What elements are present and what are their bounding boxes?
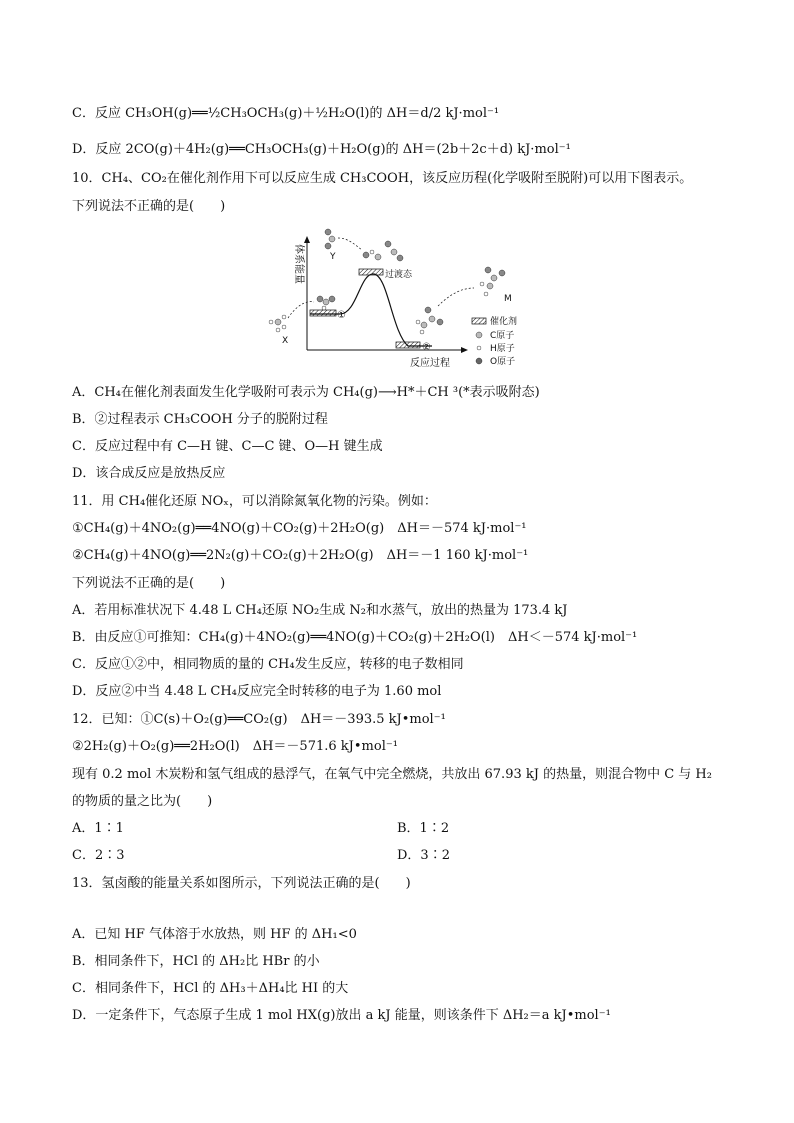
legend-h-atom: H原子 [490, 344, 515, 354]
q12-body: 现有 0.2 mol 木炭粉和氢气组成的悬浮气，在氧气中完全燃烧，共放出 67.93 kJ 的热量，则混合物中 C 与 H₂ [72, 767, 712, 782]
q10-option-a: A．CH₄在催化剂表面发生化学吸附可表示为 CH₄(g)⟶H*＋CH ³(*表示吸附态) [72, 385, 540, 400]
label-x: X [282, 336, 289, 346]
q11-option-c: C．反应①②中，相同物质的量的 CH₄发生反应，转移的电子数相同 [72, 657, 464, 672]
q9-option-c: C．反应 CH₃OH(g)══½CH₃OCH₃(g)＋½H₂O(l)的 ΔH＝d/2 kJ·mol⁻¹ [72, 106, 500, 121]
step-1-label: ① [337, 310, 346, 321]
legend-o-atom-swatch [476, 358, 482, 364]
legend-o-atom: O原子 [490, 357, 516, 367]
x-axis-label: 反应过程 [410, 358, 450, 369]
q11-option-a: A．若用标准状况下 4.48 L CH₄还原 NO₂生成 N₂和水蒸气，放出的热量为 173.4 kJ [72, 603, 568, 618]
q9-option-d: D．反应 2CO(g)＋4H₂(g)══CH₃OCH₃(g)＋H₂O(g)的 ΔH＝(2b＋2c＋d) kJ·mol⁻¹ [72, 142, 571, 157]
q12-option-d: D．3∶2 [397, 848, 450, 863]
q12-option-a: A．1∶1 [72, 821, 124, 836]
q12-stem: 12．已知：①C(s)＋O₂(g)══CO₂(g) ΔH＝－393.5 kJ•mol⁻¹ [72, 712, 446, 727]
molecule-m [480, 267, 505, 296]
step-2-label: ② [422, 342, 431, 353]
catalyst-block-2 [396, 342, 420, 348]
q11-stem: 11．用 CH₄催化还原 NOₓ，可以消除氮氧化物的污染。例如： [72, 494, 437, 509]
q12-option-c: C．2∶3 [72, 848, 125, 863]
q10-option-b: B．②过程表示 CH₃COOH 分子的脱附过程 [72, 412, 328, 427]
arrow-m [438, 288, 474, 306]
molecule-adsorbed-1 [317, 296, 335, 310]
q12-option-b: B．1∶2 [397, 821, 450, 836]
legend-h-atom-swatch [477, 346, 481, 350]
molecule-ts [363, 241, 403, 261]
q13-option-b: B．相同条件下，HCl 的 ΔH₂比 HBr 的小 [72, 954, 320, 969]
legend-catalyst-swatch [472, 318, 486, 324]
arrow-y [338, 238, 362, 250]
reaction-energy-diagram [262, 222, 542, 372]
q13-option-d: D．一定条件下，气态原子生成 1 mol HX(g)放出 a kJ 能量，则该条件下 ΔH₂＝a kJ•mol⁻¹ [72, 1008, 611, 1023]
y-axis-arrow [304, 236, 310, 243]
legend-catalyst: 催化剂 [490, 317, 518, 327]
legend-c-atom-swatch [476, 332, 482, 338]
q10-stem: 10．CH₄、CO₂在催化剂作用下可以反应生成 CH₃COOH，该反应历程(化学吸附至脱附)可以用下图表示。 [72, 171, 693, 186]
q10-option-d: D．该合成反应是放热反应 [72, 466, 226, 481]
transition-state-label: 过渡态 [385, 270, 413, 280]
molecule-adsorbed-2 [416, 307, 443, 334]
y-axis-label: 体系能量 [293, 244, 304, 284]
legend-c-atom: C原子 [490, 331, 515, 341]
molecule-x [269, 315, 286, 332]
q10-option-c: C．反应过程中有 C—H 键、C—C 键、O—H 键生成 [72, 439, 383, 454]
q11-option-d: D．反应②中当 4.48 L CH₄反应完全时转移的电子为 1.60 mol [72, 684, 442, 699]
molecule-y [325, 229, 335, 249]
x-axis-arrow [461, 347, 468, 353]
q11-reaction-1: ①CH₄(g)＋4NO₂(g)══4NO(g)＋CO₂(g)＋2H₂O(g) ΔH＝－574 kJ·mol⁻¹ [72, 521, 527, 536]
label-m: M [504, 294, 512, 304]
q12-reaction-2: ②2H₂(g)＋O₂(g)══2H₂O(l) ΔH＝－571.6 kJ•mol⁻¹ [72, 739, 398, 754]
q13-option-c: C．相同条件下，HCl 的 ΔH₃＋ΔH₄比 HI 的大 [72, 981, 349, 996]
q11-option-b: B．由反应①可推知：CH₄(g)＋4NO₂(g)══4NO(g)＋CO₂(g)＋2H₂O(l) ΔH＜－574 kJ·mol⁻¹ [72, 630, 638, 645]
q13-option-a: A．已知 HF 气体溶于水放热，则 HF 的 ΔH₁<0 [72, 927, 357, 942]
q12-prompt: 的物质的量之比为( ) [72, 794, 213, 809]
q11-prompt: 下列说法不正确的是( ) [72, 576, 226, 591]
q13-stem: 13．氢卤酸的能量关系如图所示，下列说法正确的是( ) [72, 876, 411, 891]
q10-prompt: 下列说法不正确的是( ) [72, 199, 226, 214]
catalyst-block-1 [310, 310, 336, 316]
catalyst-block-ts [359, 269, 383, 275]
label-y: Y [330, 252, 336, 262]
q11-reaction-2: ②CH₄(g)＋4NO(g)══2N₂(g)＋CO₂(g)＋2H₂O(g) ΔH＝－1 160 kJ·mol⁻¹ [72, 548, 529, 563]
